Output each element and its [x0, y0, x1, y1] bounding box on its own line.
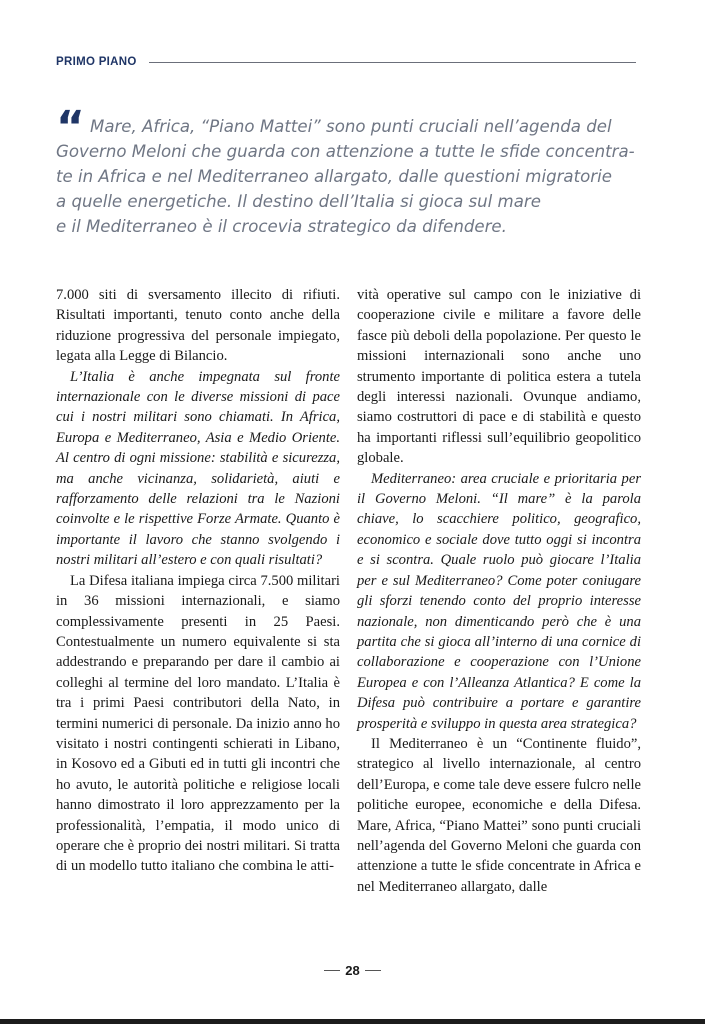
bottom-edge-bar — [0, 1019, 705, 1024]
pull-quote-text — [56, 114, 646, 239]
pull-quote-line: Mare, Africa, “Piano Mattei” sono punti cruciali nell’agenda del — [90, 117, 612, 136]
left-column — [56, 285, 340, 877]
pull-quote-line: a quelle energetiche. Il destino dell’Italia si gioca sul mare — [56, 192, 541, 211]
question-paragraph: Mediterraneo: area cruciale e prioritaria per il Governo Meloni. “Il mare” è la parola chiave, lo scacchiere politico, geografico, economico e sociale dove tutto oggi si incontra e si scontra. Quale ruolo può giocare l’Italia per e sul Mediterraneo? Come poter coniugare gli sforzi tenendo conto del proprio interesse nazionale, non dimenticando però che è una partita che si gioca all’interno di una cornice di collaborazione e cooperazione con l’Unione Europea e con l’Alleanza Atlantica? E come la Difesa può contribuire a portare e garantire prosperità e sviluppo in questa area strategica? — [357, 470, 641, 732]
quote-mark-icon: “ — [56, 102, 85, 153]
body-paragraph: vità operative sul campo con le iniziative di cooperazione civile e militare a favore delle fasce più deboli della popolazione. Per questo le missioni internazionali sono anche uno strumento importante di politica estera a tutela degli interessi nazionali. Ovunque andiamo, siamo costruttori di pace e di stabilità e questo ha importanti riflessi sull’equilibrio geopolitico globale. — [357, 287, 641, 467]
section-header — [56, 56, 636, 68]
pull-quote-line: e il Mediterraneo è il crocevia strategico da difendere. — [56, 217, 507, 236]
footer-dash-right — [365, 970, 381, 971]
page-number: 28 — [345, 963, 360, 978]
section-label: PRIMO PIANO — [56, 56, 137, 68]
body-paragraph: 7.000 siti di sversamento illecito di rifiuti. Risultati importanti, tenuto conto anche della riduzione progressiva del personale impiegato, legata alla Legge di Bilancio. — [56, 287, 340, 365]
header-rule — [149, 62, 636, 63]
body-paragraph: Il Mediterraneo è un “Continente fluido”, strategico al livello internazionale, al centro dell’Europa, e come tale deve essere fulcro nelle politiche europee, economiche e della Difesa. Mare, Africa, “Piano Mattei” sono punti cruciali nell’agenda del Governo Meloni che guarda con attenzione a tutte le sfide concentrate in Africa e nel Mediterraneo allargato, dalle — [357, 735, 641, 895]
right-column — [357, 285, 641, 897]
body-paragraph: La Difesa italiana impiega circa 7.500 militari in 36 missioni internazionali, e siamo complessivamente presenti in 25 Paesi. Contestualmente un numero equivalente si sta addestrando e preparando per dare il cambio ai colleghi al termine del loro mandato. L’Italia è tra i primi Paesi contributori della Nato, in termini numerici di personale. Da inizio anno ho visitato i nostri contingenti schierati in Libano, in Kosovo ed a Gibuti ed in tutti gli incontri che ho avuto, le autorità politiche e religiose locali hanno dimostrato il loro apprezzamento per la professionalità, l’empatia, il modo unico di operare che è proprio dei nostri militari. Si tratta di un modello tutto italiano che combina le atti- — [56, 572, 340, 875]
question-paragraph: L’Italia è anche impegnata sul fronte internazionale con le diverse missioni di pace cui i nostri militari sono chiamati. In Africa, Europa e Mediterraneo, Asia e Medio Oriente. Al centro di ogni missione: stabilità e sicurezza, ma anche vicinanza, solidarietà, aiuti e rafforzamento delle relazioni tra le Nazioni coinvolte e le rispettive Forze Armate. Quanto è importante il lavoro che stanno svolgendo i nostri militari all’estero e con quali risultati? — [56, 368, 340, 569]
pull-quote-line: te in Africa e nel Mediterraneo allargato, dalle questioni migratorie — [56, 167, 612, 186]
page-footer — [0, 963, 705, 978]
pull-quote — [56, 102, 646, 239]
pull-quote-line: Governo Meloni che guarda con attenzione a tutte le sfide concentra- — [56, 142, 635, 161]
footer-dash-left — [324, 970, 340, 971]
